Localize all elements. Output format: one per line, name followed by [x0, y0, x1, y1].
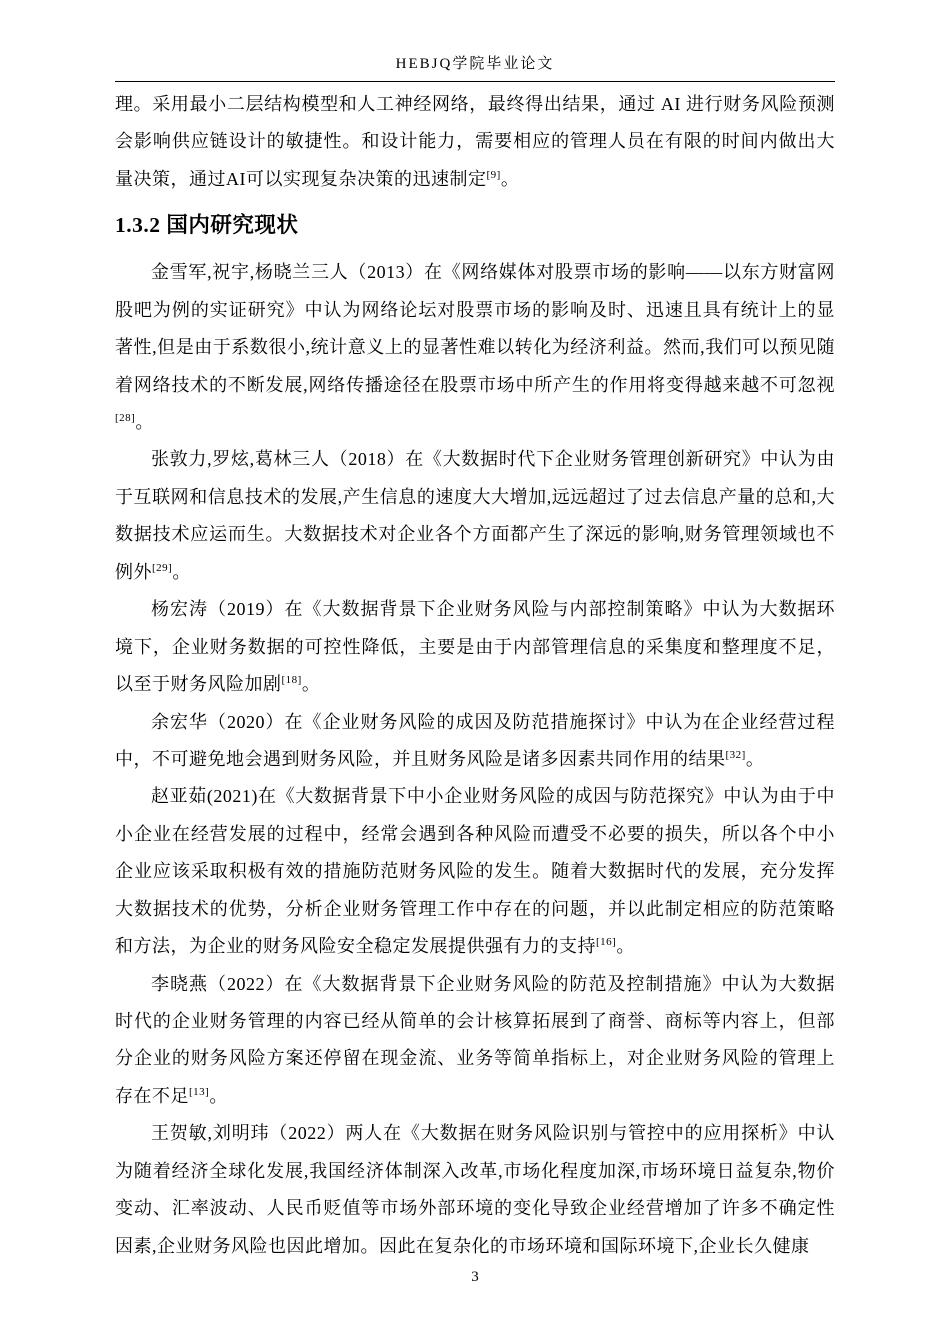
intro-paragraph: 理。采用最小二层结构模型和人工神经网络，最终得出结果，通过 AI 进行财务风险预测会影响供应链设计的敏捷性。和设计能力，需要相应的管理人员在有限的时间内做出大量决策，通过AI可以实现复杂决策的迅速制定[9]。 [115, 94, 835, 189]
page-number: 3 [471, 1269, 479, 1285]
body-paragraph: 李晓燕（2022）在《大数据背景下企业财务风险的防范及控制措施》中认为大数据时代的企业财务管理的内容已经从简单的会计核算拓展到了商誉、商标等内容上，但部分企业的财务风险方案还停留在现金流、业务等简单指标上，对企业财务风险的管理上存在不足[13]。 [115, 973, 835, 1106]
citation-ref: [16] [596, 936, 617, 949]
section-heading: 1.3.2 国内研究现状 [115, 213, 299, 238]
paragraph-list [115, 254, 835, 1265]
body-paragraph: 王贺敏,刘明玮（2022）两人在《大数据在财务风险识别与管控中的应用探析》中认为随着经济全球化发展,我国经济体制深入改革,市场化程度加深,市场环境日益复杂,物价变动、汇率波动、人民币贬值等市场外部环境的变化导致企业经营增加了许多不确定性因素,企业财务风险也因此增加。因此在复杂化的市场环境和国际环境下,企业长久健康 [115, 1123, 835, 1256]
citation-ref: [9] [486, 168, 501, 181]
body-paragraph: 张敦力,罗炫,葛林三人（2018）在《大数据时代下企业财务管理创新研究》中认为由于互联网和信息技术的发展,产生信息的速度大大增加,远远超过了过去信息产量的总和,大数据技术应运而生。大数据技术对企业各个方面都产生了深远的影响,财务管理领域也不例外[29]。 [115, 449, 835, 582]
citation-ref: [29] [152, 561, 173, 574]
citation-ref: [13] [189, 1085, 210, 1098]
body-paragraph: 杨宏涛（2019）在《大数据背景下企业财务风险与内部控制策略》中认为大数据环境下，企业财务数据的可控性降低，主要是由于内部管理信息的采集度和整理度不足，以至于财务风险加剧[18]。 [115, 599, 835, 695]
header-rule [115, 81, 835, 82]
page-body [115, 86, 835, 1265]
citation-ref: [28] [115, 412, 136, 424]
body-paragraph: 金雪军,祝宇,杨晓兰三人（2013）在《网络媒体对股票市场的影响——以东方财富网股吧为例的实证研究》中认为网络论坛对股票市场的影响及时、迅速且具有统计上的显著性,但是由于系数很小,统计意义上的显著性难以转化为经济利益。然而,我们可以预见随着网络技术的不断发展,网络传播途径在股票市场中所产生的作用将变得越来越不可忽视[28]。 [115, 262, 835, 432]
page-header [115, 52, 835, 82]
body-paragraph: 余宏华（2020）在《企业财务风险的成因及防范措施探讨》中认为在企业经营过程中，不可避免地会遇到财务风险，并且财务风险是诸多因素共同作用的结果[32]。 [115, 711, 835, 769]
body-paragraph: 赵亚茹(2021)在《大数据背景下中小企业财务风险的成因与防范探究》中认为由于中小企业在经营发展的过程中，经常会遇到各种风险而遭受不必要的损失，所以各个中小企业应该采取积极有效的措施防范财务风险的发生。随着大数据时代的发展，充分发挥大数据技术的优势，分析企业财务管理工作中存在的问题，并以此制定相应的防范策略和方法，为企业的财务风险安全稳定发展提供强有力的支持[16]。 [115, 786, 835, 957]
page-footer [0, 1268, 950, 1286]
citation-ref: [32] [725, 748, 746, 761]
citation-ref: [18] [281, 674, 302, 687]
header-title: HEBJQ学院毕业论文 [395, 56, 555, 72]
